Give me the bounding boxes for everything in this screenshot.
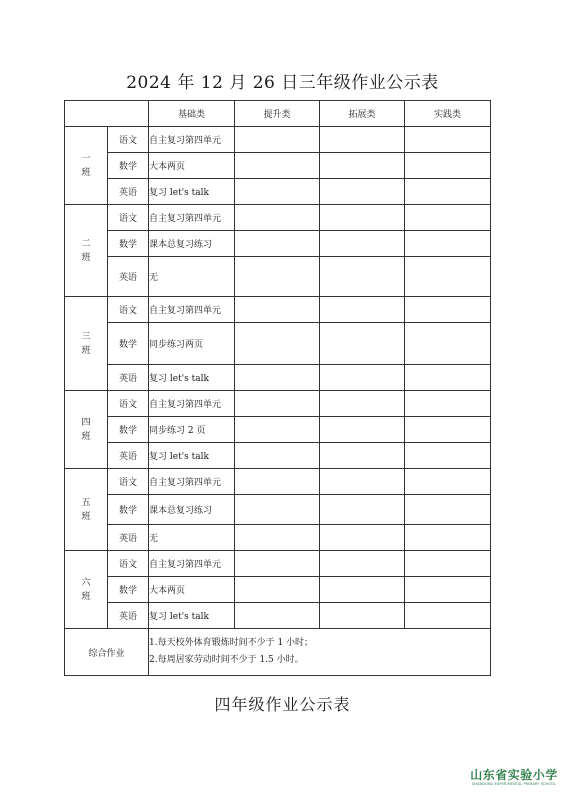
practice-homework-cell (405, 205, 491, 231)
table-row (65, 205, 491, 231)
table-row (65, 153, 491, 179)
summary-label: 综合作业 (65, 629, 149, 676)
extend-homework-cell (320, 127, 405, 153)
practice-homework-cell (405, 469, 491, 495)
header-practice: 实践类 (405, 101, 491, 127)
extend-homework-cell (320, 603, 405, 629)
table-row (65, 603, 491, 629)
basic-homework-cell: 自主复习第四单元 (149, 297, 235, 323)
class-name-cell: 一 班 (65, 127, 108, 205)
basic-homework-cell: 课本总复习练习 (149, 495, 235, 525)
table-row (65, 365, 491, 391)
improve-homework-cell (235, 231, 320, 257)
basic-homework-cell: 自主复习第四单元 (149, 469, 235, 495)
basic-homework-cell: 同步练习两页 (149, 323, 235, 365)
extend-homework-cell (320, 391, 405, 417)
table-row (65, 525, 491, 551)
basic-homework-cell: 复习 let's talk (149, 365, 235, 391)
table-row (65, 469, 491, 495)
improve-homework-cell (235, 495, 320, 525)
subject-cell: 数学 (108, 577, 149, 603)
basic-homework-cell: 无 (149, 257, 235, 297)
table-row (65, 323, 491, 365)
improve-homework-cell (235, 297, 320, 323)
improve-homework-cell (235, 153, 320, 179)
page-title: 2024 年 12 月 26 日三年级作业公示表 (126, 73, 439, 93)
subject-cell: 英语 (108, 603, 149, 629)
improve-homework-cell (235, 525, 320, 551)
extend-homework-cell (320, 525, 405, 551)
table-row (65, 231, 491, 257)
table-header-row (65, 101, 491, 127)
basic-homework-cell: 自主复习第四单元 (149, 127, 235, 153)
table-row (65, 297, 491, 323)
improve-homework-cell (235, 391, 320, 417)
practice-homework-cell (405, 127, 491, 153)
practice-homework-cell (405, 231, 491, 257)
school-logo-english: SHANDONG EXPERIMENTAL PRIMARY SCHOOL (471, 782, 557, 786)
table-row (65, 577, 491, 603)
header-blank-cell (65, 101, 149, 127)
table-row (65, 417, 491, 443)
table-row (65, 443, 491, 469)
extend-homework-cell (320, 153, 405, 179)
subject-cell: 数学 (108, 323, 149, 365)
basic-homework-cell: 复习 let's talk (149, 179, 235, 205)
header-basic: 基础类 (149, 101, 235, 127)
table-row (65, 179, 491, 205)
improve-homework-cell (235, 323, 320, 365)
homework-table (64, 100, 491, 676)
improve-homework-cell (235, 365, 320, 391)
basic-homework-cell: 复习 let's talk (149, 443, 235, 469)
class-name-cell: 五 班 (65, 469, 108, 551)
improve-homework-cell (235, 603, 320, 629)
basic-homework-cell: 课本总复习练习 (149, 231, 235, 257)
practice-homework-cell (405, 577, 491, 603)
subject-cell: 数学 (108, 231, 149, 257)
practice-homework-cell (405, 179, 491, 205)
subject-cell: 英语 (108, 525, 149, 551)
practice-homework-cell (405, 551, 491, 577)
header-improve: 提升类 (235, 101, 320, 127)
improve-homework-cell (235, 551, 320, 577)
summary-item: 1.每天校外体育锻炼时间不少于 1 小时； (149, 638, 314, 648)
extend-homework-cell (320, 417, 405, 443)
table-row (65, 257, 491, 297)
improve-homework-cell (235, 577, 320, 603)
practice-homework-cell (405, 603, 491, 629)
extend-homework-cell (320, 551, 405, 577)
table-row (65, 495, 491, 525)
extend-homework-cell (320, 179, 405, 205)
subject-cell: 英语 (108, 365, 149, 391)
subject-cell: 英语 (108, 443, 149, 469)
basic-homework-cell: 同步练习 2 页 (149, 417, 235, 443)
improve-homework-cell (235, 179, 320, 205)
basic-homework-cell: 大本两页 (149, 577, 235, 603)
subject-cell: 语文 (108, 205, 149, 231)
subject-cell: 英语 (108, 179, 149, 205)
subject-cell: 英语 (108, 257, 149, 297)
practice-homework-cell (405, 495, 491, 525)
improve-homework-cell (235, 417, 320, 443)
subject-cell: 语文 (108, 469, 149, 495)
extend-homework-cell (320, 205, 405, 231)
improve-homework-cell (235, 205, 320, 231)
subject-cell: 数学 (108, 153, 149, 179)
subject-cell: 语文 (108, 127, 149, 153)
class-name-cell: 四 班 (65, 391, 108, 469)
school-logo (468, 768, 560, 787)
basic-homework-cell: 复习 let's talk (149, 603, 235, 629)
practice-homework-cell (405, 391, 491, 417)
class-name-cell: 六 班 (65, 551, 108, 629)
practice-homework-cell (405, 323, 491, 365)
next-table-title: 四年级作业公示表 (214, 695, 351, 714)
extend-homework-cell (320, 257, 405, 297)
practice-homework-cell (405, 525, 491, 551)
school-logo-name: 山东省实验小学 (470, 768, 558, 782)
improve-homework-cell (235, 443, 320, 469)
table-row (65, 391, 491, 417)
practice-homework-cell (405, 297, 491, 323)
extend-homework-cell (320, 297, 405, 323)
improve-homework-cell (235, 469, 320, 495)
improve-homework-cell (235, 257, 320, 297)
subject-cell: 语文 (108, 551, 149, 577)
practice-homework-cell (405, 417, 491, 443)
extend-homework-cell (320, 577, 405, 603)
extend-homework-cell (320, 495, 405, 525)
subject-cell: 数学 (108, 417, 149, 443)
basic-homework-cell: 大本两页 (149, 153, 235, 179)
summary-items (149, 629, 491, 676)
extend-homework-cell (320, 323, 405, 365)
basic-homework-cell: 无 (149, 525, 235, 551)
basic-homework-cell: 自主复习第四单元 (149, 551, 235, 577)
extend-homework-cell (320, 469, 405, 495)
table-row (65, 127, 491, 153)
header-extend: 拓展类 (320, 101, 405, 127)
extend-homework-cell (320, 365, 405, 391)
practice-homework-cell (405, 257, 491, 297)
class-name-cell: 二 班 (65, 205, 108, 297)
extend-homework-cell (320, 443, 405, 469)
summary-item: 2.每周居家劳动时间不少于 1.5 小时。 (149, 655, 304, 665)
practice-homework-cell (405, 365, 491, 391)
table-body (65, 127, 491, 676)
basic-homework-cell: 自主复习第四单元 (149, 205, 235, 231)
practice-homework-cell (405, 443, 491, 469)
subject-cell: 语文 (108, 297, 149, 323)
subject-cell: 语文 (108, 391, 149, 417)
class-name-cell: 三 班 (65, 297, 108, 391)
basic-homework-cell: 自主复习第四单元 (149, 391, 235, 417)
summary-row (65, 629, 491, 676)
practice-homework-cell (405, 153, 491, 179)
extend-homework-cell (320, 231, 405, 257)
subject-cell: 数学 (108, 495, 149, 525)
improve-homework-cell (235, 127, 320, 153)
table-row (65, 551, 491, 577)
